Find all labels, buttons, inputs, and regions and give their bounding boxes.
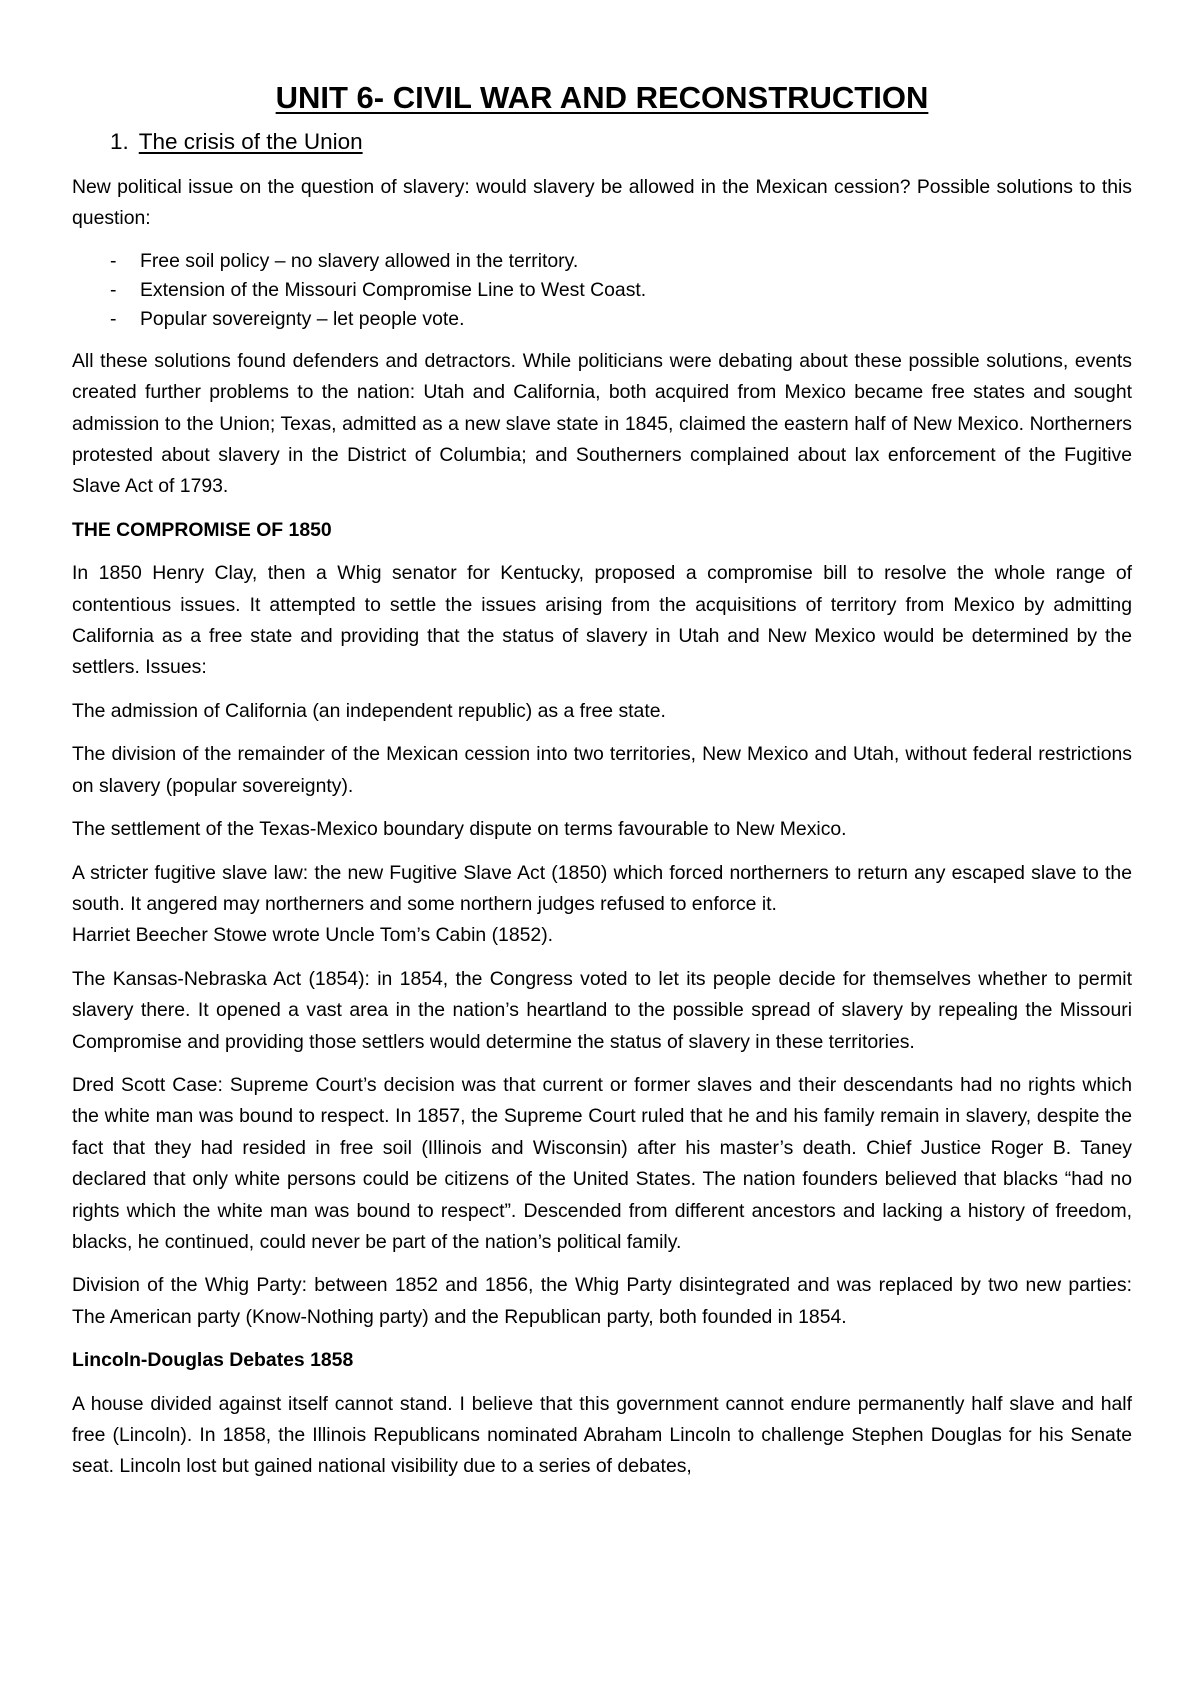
issue-texas: The settlement of the Texas-Mexico boundary dispute on terms favourable to New Mexico. (72, 818, 847, 841)
list-item (110, 305, 1132, 334)
dash-bullet-icon: - (110, 278, 117, 301)
list-item-text: Extension of the Missouri Compromise Line to West Coast. (140, 278, 647, 301)
compromise-heading: THE COMPROMISE OF 1850 (72, 518, 332, 541)
compromise-paragraph: In 1850 Henry Clay, then a Whig senator for Kentucky, proposed a compromise bill to resolve the whole range of contentious issues. It attempted to settle the issues arising from the acquisitions of territory from Mexico by admitting California as a free state and providing that the status of slavery in Utah and New Mexico would be determined by the settlers. Issues: (72, 562, 1132, 679)
issue-california: The admission of California (an independent republic) as a free state. (72, 699, 666, 722)
dash-bullet-icon: - (110, 307, 117, 330)
list-item-text: Free soil policy – no slavery allowed in the territory. (140, 249, 579, 272)
fugitive-paragraph: A stricter fugitive slave law: the new Fugitive Slave Act (1850) which forced northerners to return any escaped slave to the south. It angered may northerners and some northern judges refused to enforce it. (72, 861, 1132, 915)
list-item-text: Popular sovereignty – let people vote. (140, 307, 465, 330)
debates-heading: Lincoln-Douglas Debates 1858 (72, 1349, 354, 1372)
dred-scott-paragraph: Dred Scott Case: Supreme Court’s decision was that current or former slaves and their descendants had no rights which the white man was bound to respect. In 1857, the Supreme Court ruled that he and his family remain in slavery, despite the fact that they had resided in free soil (Illinois and Wisconsin) after his master’s death. Chief Justice Roger B. Taney declared that only white persons could be citizens of the United States. The nation founders believed that blacks “had no rights which the white man was bound to respect”. Descended from different ancestors and lacking a history of freedom, blacks, he continued, could never be part of the nation’s political family. (72, 1073, 1132, 1253)
solutions-paragraph: All these solutions found defenders and detractors. While politicians were debating about these possible solutions, events created further problems to the nation: Utah and California, both acquired from Mexico became free states and sought admission to the Union; Texas, admitted as a new slave state in 1845, claimed the eastern half of New Mexico. Northerners protested about slavery in the District of Columbia; and Southerners complained about lax enforcement of the Fugitive Slave Act of 1793. (72, 349, 1132, 498)
list-item (110, 247, 1132, 276)
issue-division: The division of the remainder of the Mexican cession into two territories, New Mexico and Utah, without federal restrictions on slavery (popular sovereignty). (72, 743, 1132, 797)
solutions-list (72, 247, 1132, 334)
debates-paragraph: A house divided against itself cannot stand. I believe that this government cannot endure permanently half slave and half free (Lincoln). In 1858, the Illinois Republicans nominated Abraham Lincoln to challenge Stephen Douglas for his Senate seat. Lincoln lost but gained national visibility due to a series of debates, (72, 1392, 1132, 1478)
intro-paragraph: New political issue on the question of slavery: would slavery be allowed in the Mexican cession? Possible solutions to this question: (72, 176, 1132, 230)
whig-paragraph: Division of the Whig Party: between 1852 and 1856, the Whig Party disintegrated and was replaced by two new parties: The American party (Know-Nothing party) and the Republican party, both founded in 1854. (72, 1274, 1132, 1328)
section-number: 1. (110, 129, 129, 154)
section-heading (72, 126, 1132, 158)
page-title: UNIT 6- CIVIL WAR AND RECONSTRUCTION (275, 80, 929, 115)
section-title: The crisis of the Union (138, 129, 363, 154)
kansas-paragraph: The Kansas-Nebraska Act (1854): in 1854, the Congress voted to let its people decide for themselves whether to permit slavery there. It opened a vast area in the nation’s heartland to the possible spread of slavery by repealing the Missouri Compromise and providing those settlers would determine the status of slavery in these territories. (72, 967, 1132, 1053)
list-item (110, 276, 1132, 305)
fugitive-block (72, 858, 1132, 952)
dash-bullet-icon: - (110, 249, 117, 272)
stowe-line: Harriet Beecher Stowe wrote Uncle Tom’s Cabin (1852). (72, 924, 554, 947)
